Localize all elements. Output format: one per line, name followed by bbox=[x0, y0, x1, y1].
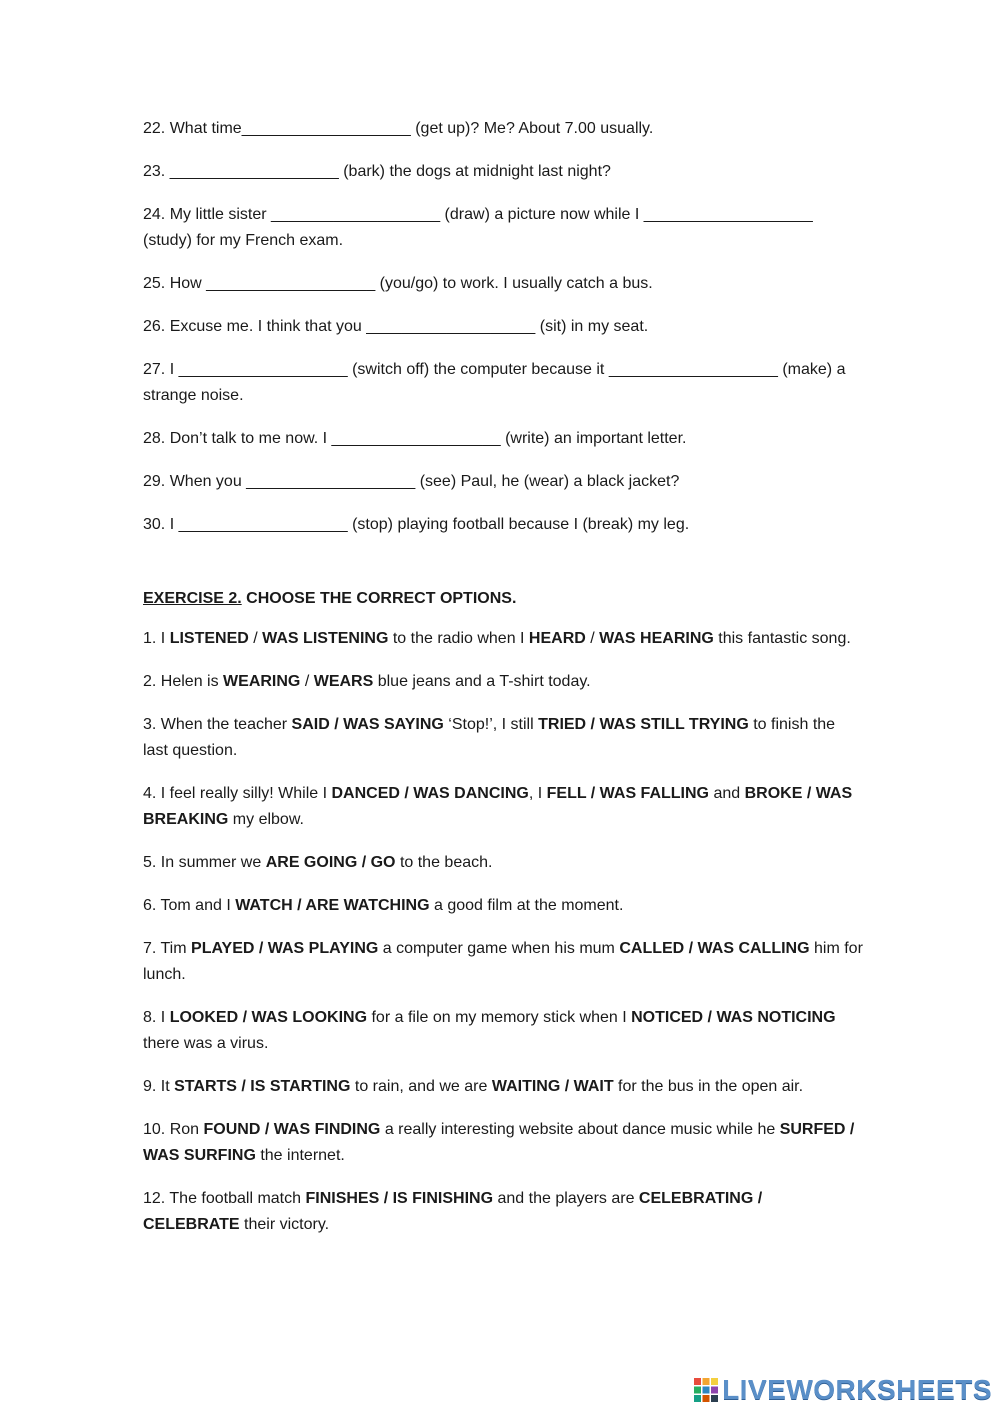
item-text: there was a virus. bbox=[143, 1035, 269, 1052]
item-text: 3. When the teacher bbox=[143, 716, 292, 733]
answer-option[interactable]: LOOKED / WAS LOOKING bbox=[169, 1009, 368, 1026]
answer-option[interactable]: WEARS bbox=[313, 673, 374, 690]
item-text: and bbox=[709, 785, 745, 802]
item-text: (get up)? Me? About 7.00 usually. bbox=[410, 120, 654, 137]
exercise-2-item bbox=[143, 1186, 863, 1238]
exercise-2-item bbox=[143, 850, 863, 876]
exercise-2-list bbox=[143, 626, 863, 1238]
item-text: (switch off) the computer because it bbox=[347, 361, 609, 378]
answer-option[interactable]: FINISHES / IS FINISHING bbox=[305, 1190, 494, 1207]
answer-blank[interactable]: ___________________ bbox=[241, 120, 411, 137]
item-text: 29. When you bbox=[143, 473, 247, 490]
item-text: a computer game when his mum bbox=[378, 940, 620, 957]
item-text: 30. I bbox=[143, 516, 179, 533]
item-text: (make) a strange noise. bbox=[143, 361, 846, 404]
exercise-2-label: EXERCISE 2. bbox=[143, 590, 242, 607]
item-text: 27. I bbox=[143, 361, 179, 378]
item-text: for a file on my memory stick when I bbox=[367, 1009, 632, 1026]
answer-option[interactable]: WAS LISTENING bbox=[262, 630, 389, 647]
answer-option[interactable]: ARE GOING / GO bbox=[265, 854, 396, 871]
item-text: 22. What time bbox=[143, 120, 242, 137]
item-text: (sit) in my seat. bbox=[535, 318, 649, 335]
worksheet-page bbox=[143, 116, 863, 1255]
exercise-1-item bbox=[143, 314, 863, 340]
answer-option[interactable]: CELEBRATING / CELEBRATE bbox=[143, 1190, 763, 1233]
item-text: 25. How bbox=[143, 275, 207, 292]
exercise-1-item bbox=[143, 116, 863, 142]
exercise-2-item bbox=[143, 1074, 863, 1100]
item-text: 24. My little sister bbox=[143, 206, 272, 223]
item-text: (write) an important letter. bbox=[500, 430, 687, 447]
item-text: him for lunch. bbox=[143, 940, 863, 983]
item-text: (bark) the dogs at midnight last night? bbox=[338, 163, 611, 180]
item-text: (stop) playing football because I (break) my leg. bbox=[347, 516, 690, 533]
exercise-2-heading bbox=[143, 586, 863, 612]
item-text: / bbox=[300, 673, 314, 690]
item-text: (draw) a picture now while I bbox=[440, 206, 644, 223]
answer-option[interactable]: STARTS / IS STARTING bbox=[174, 1078, 351, 1095]
answer-option[interactable]: LISTENED bbox=[169, 630, 249, 647]
answer-blank[interactable]: ___________________ bbox=[246, 473, 416, 490]
answer-option[interactable]: HEARD bbox=[528, 630, 586, 647]
exercise-2-item bbox=[143, 1117, 863, 1169]
answer-blank[interactable]: ___________________ bbox=[331, 430, 501, 447]
item-text: and the players are bbox=[493, 1190, 639, 1207]
item-text: 6. Tom and I bbox=[143, 897, 236, 914]
liveworksheets-logo-text: LIVEWORKSHEETS bbox=[722, 1374, 992, 1405]
exercise-2-item bbox=[143, 893, 863, 919]
exercise-1-item bbox=[143, 469, 863, 495]
exercise-2-item bbox=[143, 936, 863, 988]
exercise-1-item bbox=[143, 271, 863, 297]
answer-option[interactable]: WAITING / WAIT bbox=[491, 1078, 614, 1095]
item-text: / bbox=[248, 630, 263, 647]
answer-option[interactable]: NOTICED / WAS NOTICING bbox=[631, 1009, 836, 1026]
item-text: for the bus in the open air. bbox=[613, 1078, 804, 1095]
item-text: the internet. bbox=[255, 1147, 345, 1164]
answer-blank[interactable]: ___________________ bbox=[178, 516, 348, 533]
item-text: a really interesting website about dance music while he bbox=[380, 1121, 780, 1138]
item-text: 23. bbox=[143, 163, 170, 180]
answer-blank[interactable]: ___________________ bbox=[271, 206, 441, 223]
answer-option[interactable]: CALLED / WAS CALLING bbox=[619, 940, 810, 957]
answer-blank[interactable]: ___________________ bbox=[178, 361, 348, 378]
answer-option[interactable]: PLAYED / WAS PLAYING bbox=[191, 940, 379, 957]
item-text: to the radio when I bbox=[388, 630, 529, 647]
answer-blank[interactable]: ___________________ bbox=[643, 206, 813, 223]
exercise-1-item bbox=[143, 159, 863, 185]
liveworksheets-logo-icon bbox=[693, 1377, 719, 1403]
exercise-2-item bbox=[143, 1005, 863, 1057]
answer-option[interactable]: SAID / WAS SAYING bbox=[291, 716, 444, 733]
item-text: , I bbox=[528, 785, 547, 802]
exercise-1-item bbox=[143, 512, 863, 538]
item-text: 8. I bbox=[143, 1009, 170, 1026]
exercise-2-item bbox=[143, 712, 863, 764]
exercise-1-item bbox=[143, 426, 863, 452]
item-text: 26. Excuse me. I think that you bbox=[143, 318, 367, 335]
item-text: to rain, and we are bbox=[350, 1078, 492, 1095]
exercise-2-instruction: CHOOSE THE CORRECT OPTIONS. bbox=[241, 590, 517, 607]
item-text: 10. Ron bbox=[143, 1121, 204, 1138]
item-text: 5. In summer we bbox=[143, 854, 266, 871]
exercise-1-item bbox=[143, 357, 863, 409]
answer-option[interactable]: DANCED / WAS DANCING bbox=[331, 785, 529, 802]
answer-blank[interactable]: ___________________ bbox=[169, 163, 339, 180]
item-text: 4. I feel really silly! While I bbox=[143, 785, 332, 802]
answer-blank[interactable]: ___________________ bbox=[608, 361, 778, 378]
answer-option[interactable]: FOUND / WAS FINDING bbox=[203, 1121, 381, 1138]
item-text: a good film at the moment. bbox=[429, 897, 624, 914]
exercise-2-item bbox=[143, 626, 863, 652]
item-text: 7. Tim bbox=[143, 940, 192, 957]
item-text: (see) Paul, he (wear) a black jacket? bbox=[415, 473, 680, 490]
item-text: / bbox=[585, 630, 600, 647]
exercise-1-list bbox=[143, 116, 863, 538]
item-text: 2. Helen is bbox=[143, 673, 224, 690]
item-text: to finish the last question. bbox=[143, 716, 836, 759]
answer-option[interactable]: BROKE / WAS BREAKING bbox=[143, 785, 853, 828]
answer-option[interactable]: SURFED / WAS SURFING bbox=[143, 1121, 855, 1164]
exercise-1-item bbox=[143, 202, 863, 254]
item-text: blue jeans and a T-shirt today. bbox=[373, 673, 591, 690]
item-text: their victory. bbox=[239, 1216, 330, 1233]
answer-blank[interactable]: ___________________ bbox=[206, 275, 376, 292]
item-text: (you/go) to work. I usually catch a bus. bbox=[375, 275, 653, 292]
liveworksheets-logo bbox=[693, 1373, 992, 1407]
exercise-2-item bbox=[143, 669, 863, 695]
item-text: (study) for my French exam. bbox=[143, 232, 344, 249]
item-text: this fantastic song. bbox=[713, 630, 851, 647]
answer-option[interactable]: TRIED / WAS STILL TRYING bbox=[538, 716, 749, 733]
answer-blank[interactable]: ___________________ bbox=[366, 318, 536, 335]
exercise-2-item bbox=[143, 781, 863, 833]
item-text: 12. The football match bbox=[143, 1190, 306, 1207]
item-text: 1. I bbox=[143, 630, 170, 647]
item-text: 9. It bbox=[143, 1078, 175, 1095]
answer-option[interactable]: WATCH / ARE WATCHING bbox=[235, 897, 430, 914]
item-text: to the beach. bbox=[395, 854, 493, 871]
item-text: my elbow. bbox=[228, 811, 304, 828]
answer-option[interactable]: WEARING bbox=[223, 673, 301, 690]
item-text: ‘Stop!’, I still bbox=[443, 716, 539, 733]
answer-option[interactable]: FELL / WAS FALLING bbox=[546, 785, 709, 802]
item-text: 28. Don’t talk to me now. I bbox=[143, 430, 332, 447]
answer-option[interactable]: WAS HEARING bbox=[599, 630, 714, 647]
